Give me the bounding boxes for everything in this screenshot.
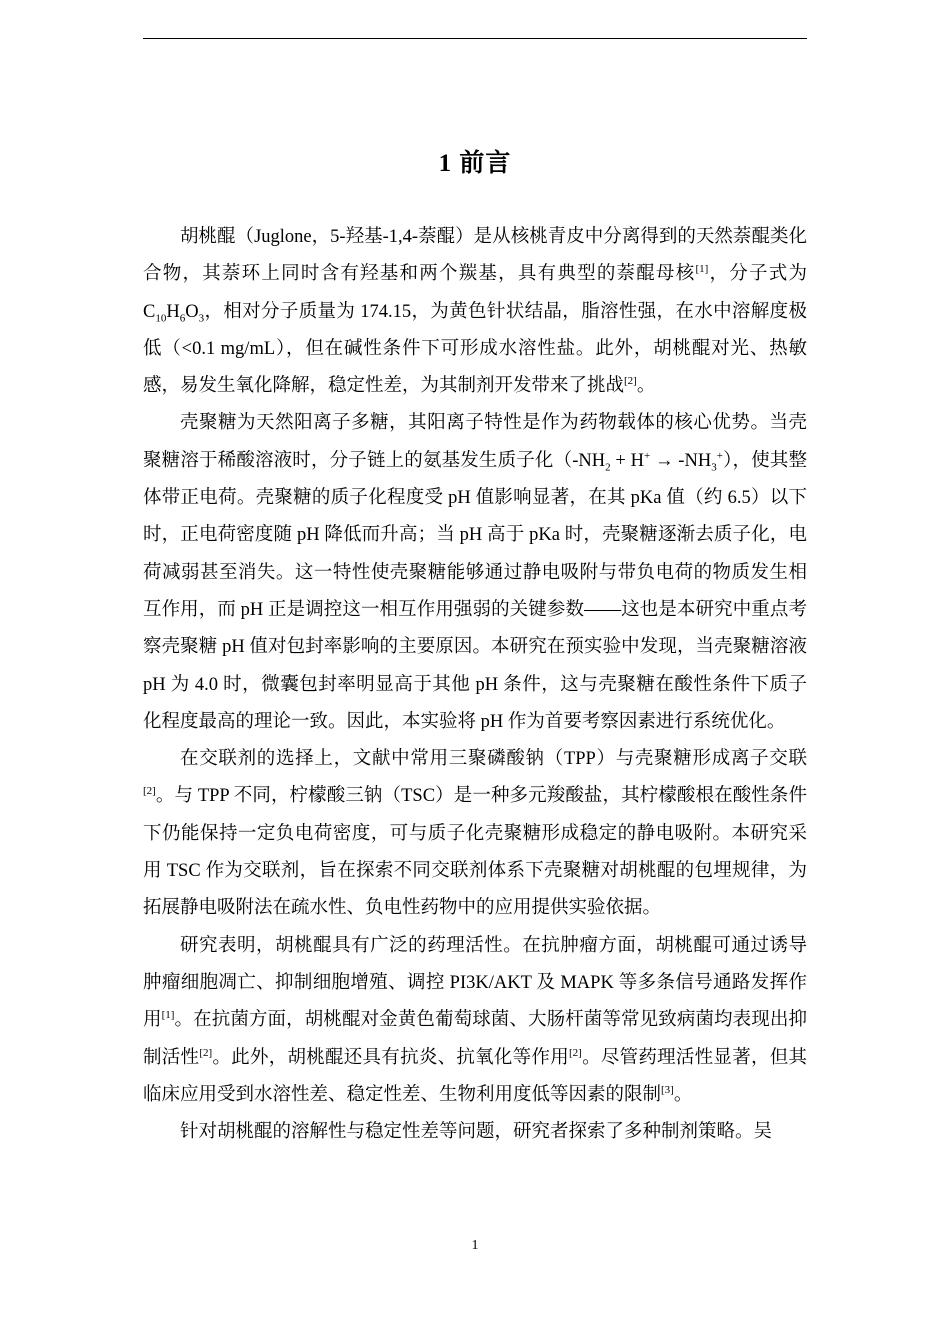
subscript: 10	[155, 312, 167, 325]
text-run: 胡桃醌（Juglone，5-羟基-1,4-萘醌）是从核桃青皮中分离得到的天然萘醌类化合物，其萘环上同时含有羟基和两个羰基，具有典型的萘醌母核	[143, 227, 807, 285]
text-run: ，相对分子质量为 174.15，为黄色针状结晶，脂溶性强，在水中溶解度极低（<0.1 mg/mL），但在碱性条件下可形成水溶性盐。此外，胡桃醌对光、热敏感，易发生氧化降解，稳定性差，为其制剂开发带来了挑战	[143, 301, 807, 397]
subscript: 3	[711, 461, 717, 474]
subscript: 3	[198, 312, 205, 325]
citation: [3]	[661, 1083, 674, 1096]
citation: [1]	[161, 1009, 175, 1022]
text-run: 壳聚糖为天然阳离子多糖，其阳离子特性是作为药物载体的核心优势。当壳聚糖溶于稀酸溶液时，分子链上的氨基发生质子化（-NH	[143, 413, 807, 471]
citation: [2]	[143, 785, 156, 798]
paragraph-2	[143, 405, 807, 741]
text-run: 。尽管药理活性显著，但其临床应用受到水溶性差、稳定性差、生物利用度低等因素的限制	[143, 1047, 807, 1105]
page-number: 1	[471, 1238, 479, 1253]
paragraph-4	[143, 928, 807, 1114]
paragraph-3	[143, 741, 807, 927]
text-run: 针对胡桃醌的溶解性与稳定性差等问题，研究者探索了多种制剂策略。吴	[180, 1122, 773, 1143]
citation: [2]	[568, 1046, 582, 1059]
superscript: +	[644, 449, 651, 462]
text-run: 。	[636, 376, 656, 397]
paragraph-1	[143, 219, 807, 405]
paragraph-5	[143, 1114, 807, 1151]
text-run: H	[166, 301, 180, 322]
text-run: 。此外，胡桃醌还具有抗炎、抗氧化等作用	[212, 1047, 569, 1068]
text-run: 。与 TPP 不同，柠檬酸三钠（TSC）是一种多元羧酸盐，其柠檬酸根在酸性条件下仍能保持一定负电荷密度，可与质子化壳聚糖形成稳定的静电吸附。本研究采用 TSC 作为交联剂，旨在探索不同交联剂体系下壳聚糖对胡桃醌的包埋规律，为拓展静电吸附法在疏水性、负电性药物中的应用提供实验依据。	[143, 786, 807, 919]
text-run: 研究表明，胡桃醌具有广泛的药理活性。在抗肿瘤方面，胡桃醌可通过诱导肿瘤细胞凋亡、抑制细胞增殖、调控 PI3K/AKT 及 MAPK 等多条信号通路发挥作用	[143, 935, 807, 1031]
citation: [2]	[624, 375, 637, 388]
text-run: ，分子式为 C	[143, 264, 807, 322]
text-run: 在交联剂的选择上，文献中常用三聚磷酸钠（TPP）与壳聚糖形成离子交联	[180, 749, 807, 770]
text-run: O	[185, 301, 199, 322]
header-rule	[143, 38, 807, 39]
text-run: + H	[610, 450, 645, 471]
text-run: 。	[673, 1084, 693, 1105]
text-run: 。在抗菌方面，胡桃醌对金黄色葡萄球菌、大肠杆菌等常见致病菌均表现出抑制活性	[143, 1010, 807, 1068]
citation: [2]	[199, 1046, 213, 1059]
text-run: ），使其整体带正电荷。壳聚糖的质子化程度受 pH 值影响显著，在其 pKa 值（约 6.5）以下时，正电荷密度随 pH 降低而升高；当 pH 高于 pKa 时，壳聚糖逐渐去质子化，电荷减弱甚至消失。这一特性使壳聚糖能够通过静电吸附与带负电荷的物质发生相互作用，而 pH 正是调控这一相互作用强弱的关键参数——这也是本研究中重点考察壳聚糖 pH 值对包封率影响的主要原因。本研究在预实验中发现，当壳聚糖溶液 pH 为 4.0 时，微囊包封率明显高于其他 pH 条件，这与壳聚糖在酸性条件下质子化程度最高的理论一致。因此，本实验将 pH 作为首要考察因素进行系统优化。	[143, 450, 807, 732]
body-text	[143, 219, 807, 1151]
text-run: → -NH	[650, 450, 712, 471]
subscript: 2	[605, 461, 611, 474]
subscript: 6	[179, 312, 186, 325]
superscript: +	[716, 449, 723, 462]
section-title: 1 前言	[438, 150, 512, 177]
citation: [1]	[695, 263, 709, 276]
